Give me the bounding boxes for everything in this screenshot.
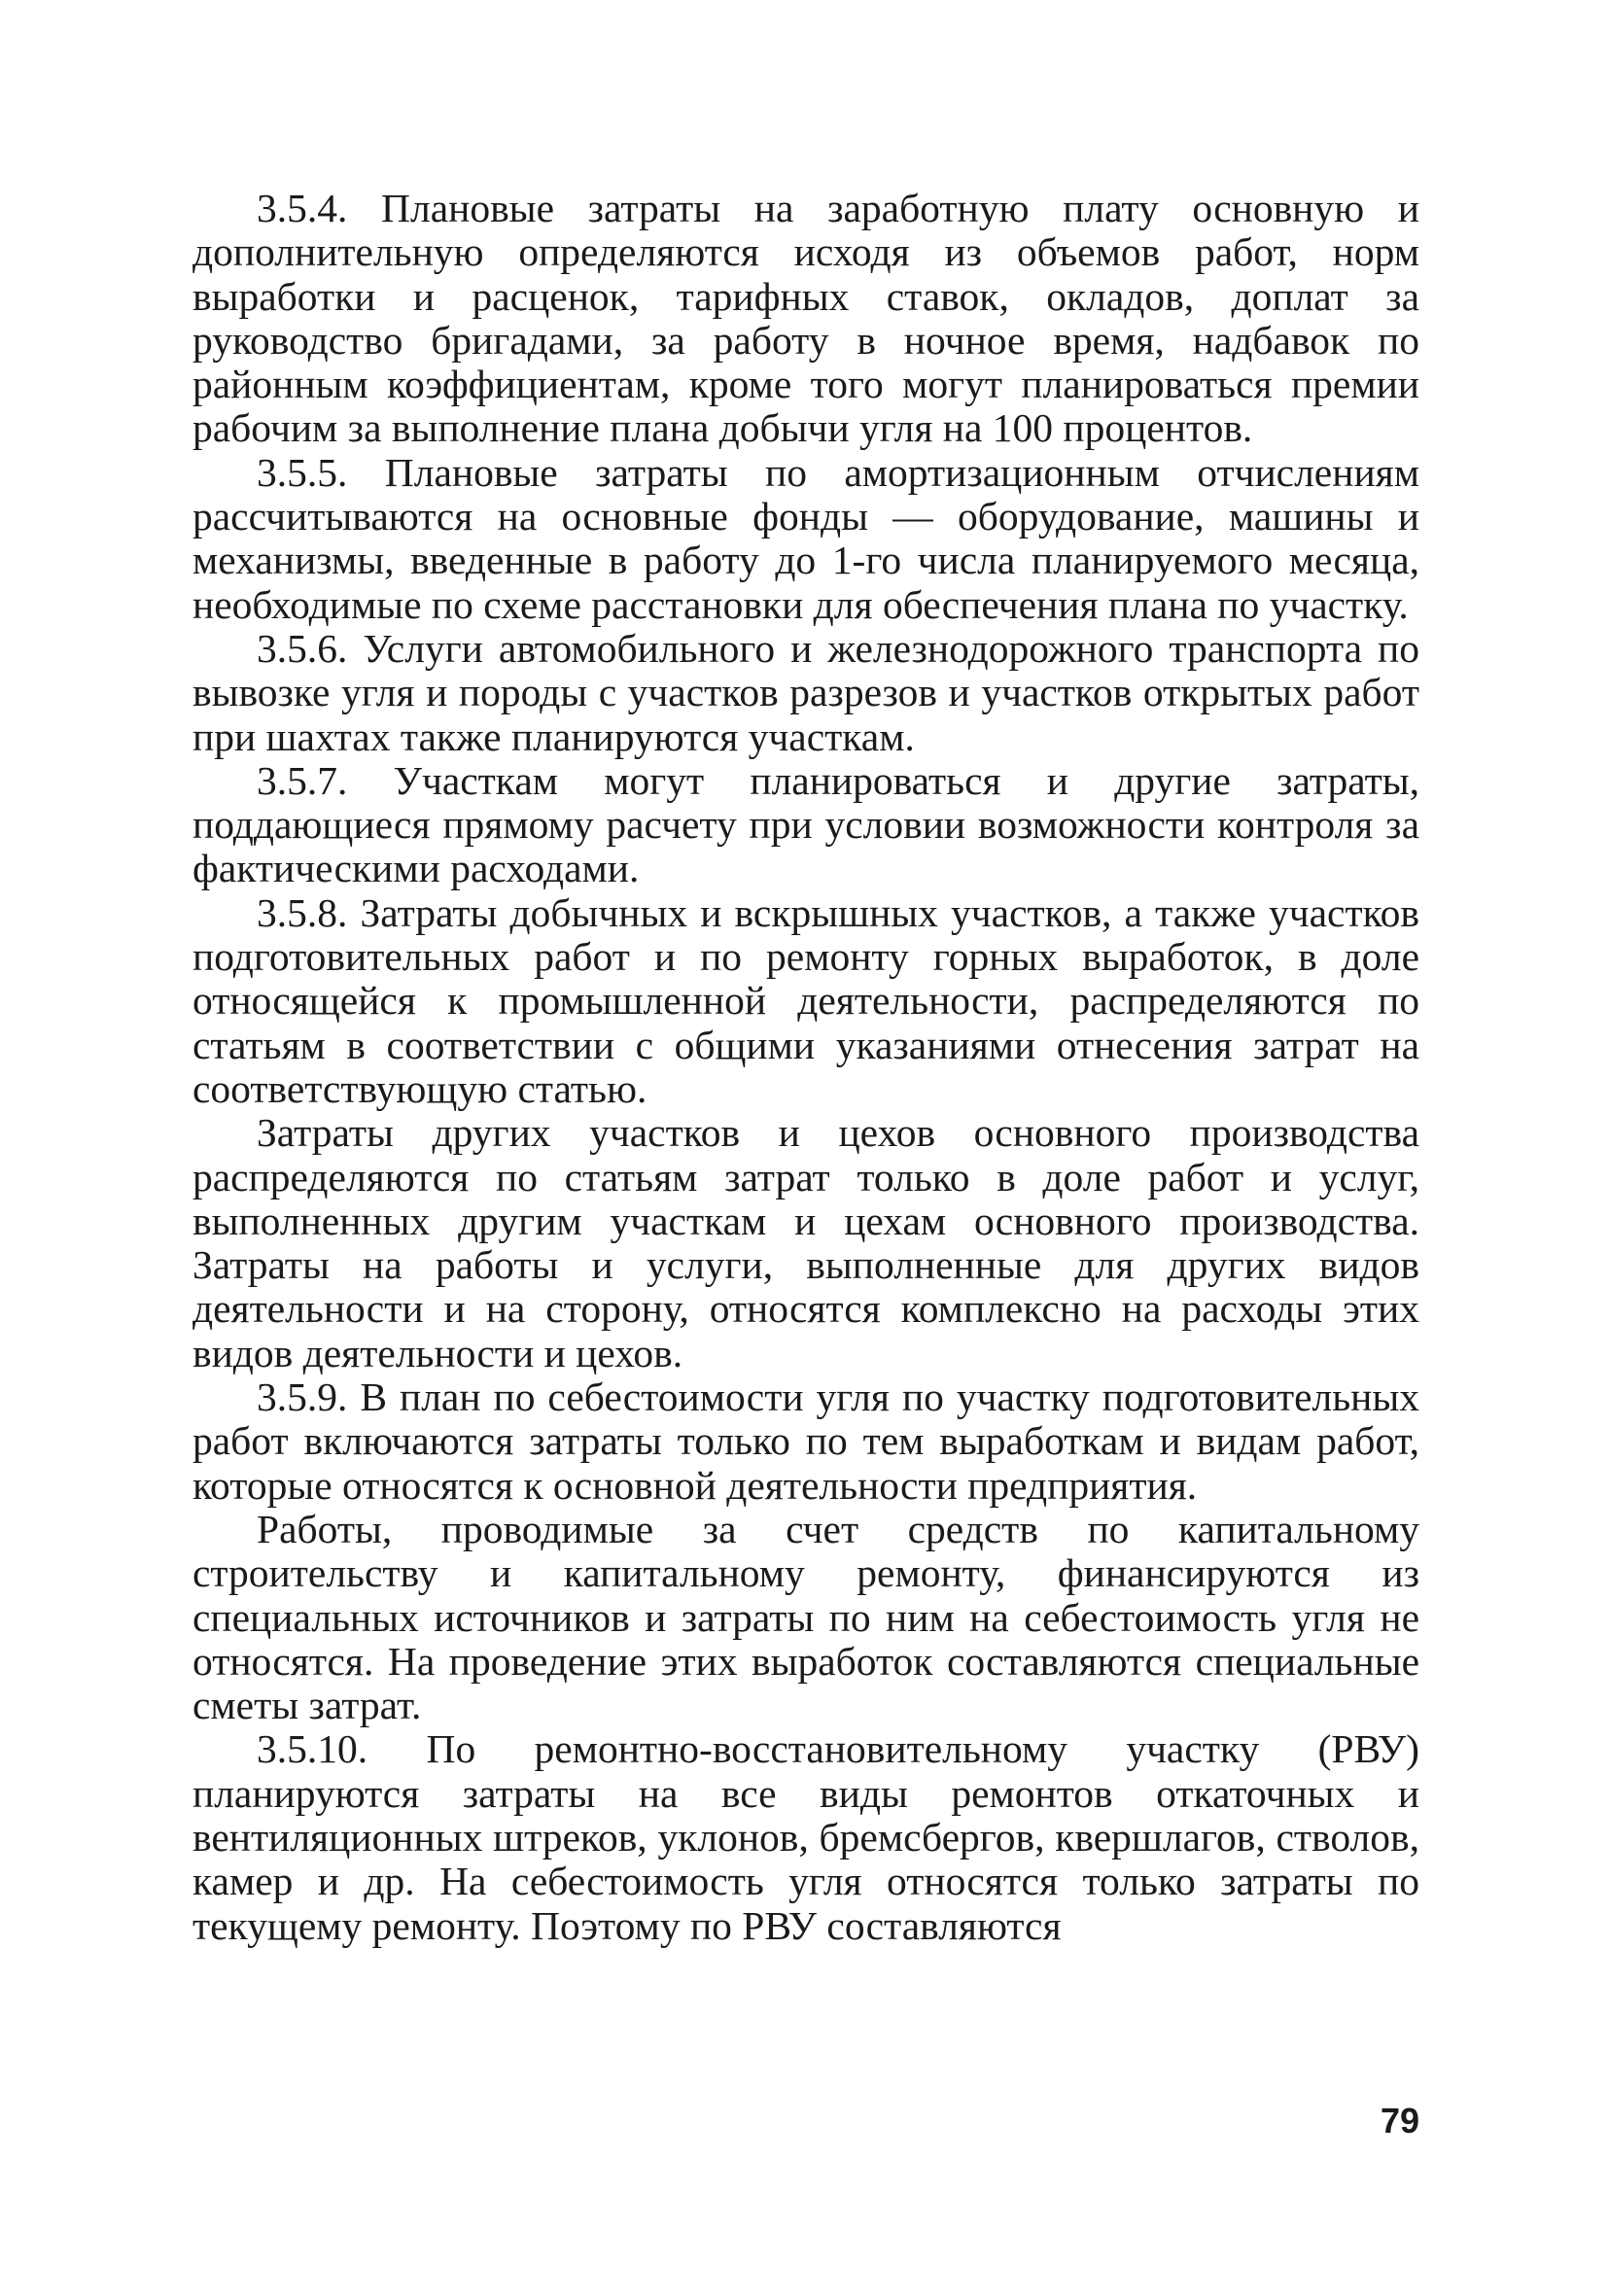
- paragraph-3-5-4: 3.5.4. Плановые затраты на заработную плату основную и дополнительную определяются исходя из объемов работ, норм выработки и расценок, тарифных ставок, окладов, доплат за руководство бригадами, за работу в ночное время, надбавок по районным коэффициентам, кроме того могут планироваться премии рабочим за выполнение плана добычи угля на 100 процентов.: [192, 186, 1419, 451]
- paragraph-3-5-5: 3.5.5. Плановые затраты по амортизационным отчислениям рассчитываются на основные фонды — оборудование, машины и механизмы, введенные в работу до 1-го числа планируемого месяца, необходимые по схеме расстановки для обеспечения плана по участку.: [192, 449, 1419, 627]
- paragraph-3-5-7: 3.5.7. Участкам могут планироваться и другие затраты, поддающиеся прямому расчету при условии возможности контроля за фактическими расходами.: [192, 757, 1419, 891]
- paragraph-3-5-8: 3.5.8. Затраты добычных и вскрышных участков, а также участков подготовительных работ и по ремонту горных выработок, в доле относящейся к промышленной деятельности, распределяются по статьям в соответствии с общими указаниями отнесения затрат на соответствующую статью.: [192, 889, 1419, 1111]
- paragraph-capital-works: Работы, проводимые за счет средств по капитальному строительству и капитальному ремонту, финансируются из специальных источников и затраты по ним на себестоимость угля не относятся. На проведение этих выработок составляются специальные сметы затрат.: [192, 1506, 1419, 1728]
- paragraph-other-workshops: Затраты других участков и цехов основного производства распределяются по статьям затрат только в доле работ и услуг, выполненных другим участкам и цехам основного производства. Затраты на работы и услуги, выполненные для других видов деятельности и на сторону, относятся комплексно на расходы этих видов деятельности и цехов.: [192, 1110, 1419, 1375]
- page-number: 79: [1380, 2101, 1419, 2140]
- paragraph-3-5-9: 3.5.9. В план по себестоимости угля по участку подготовительных работ включаются затраты только по тем выработкам и видам работ, которые относятся к основной деятельности предприятия.: [192, 1374, 1419, 1508]
- paragraph-3-5-6: 3.5.6. Услуги автомобильного и железнодорожного транспорта по вывозке угля и породы с участков разрезов и участков открытых работ при шахтах также планируются участкам.: [192, 625, 1419, 759]
- document-body: [192, 187, 1419, 1948]
- paragraph-3-5-10: 3.5.10. По ремонтно-восстановительному участку (РВУ) планируются затраты на все виды ремонтов откаточных и вентиляционных штреков, уклонов, бремсбергов, квершлагов, стволов, камер и др. На себестоимость угля относятся только затраты по текущему ремонту. Поэтому по РВУ составляются: [192, 1726, 1419, 1948]
